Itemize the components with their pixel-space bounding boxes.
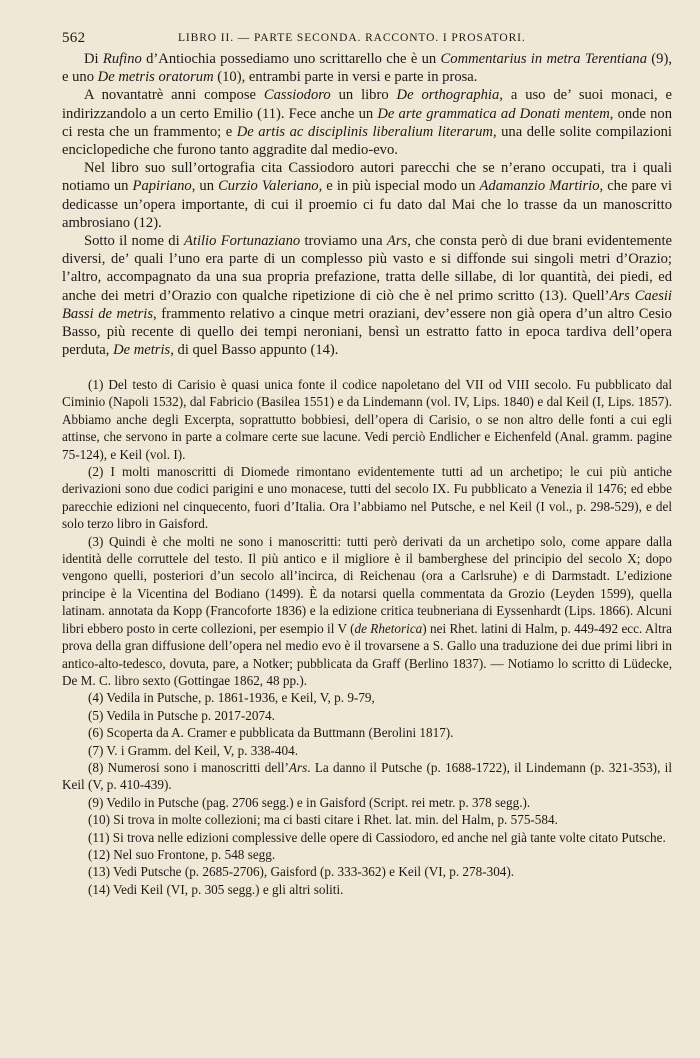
text-run: Nel libro suo sull’ortografia cita Cassiodoro autori parecchi che se n’erano occupati, tra i quali notiamo un: [62, 160, 672, 195]
text-run: , che consta però di due brani evidentemente diversi, de’ quali l’uno era parte di un complesso più vasto e si diffonde sui singoli metri d’Orazio; l’altro, accompagnato da una sua propria prefazione, tratta delle sillabe, di lor quantità, dei piedi, ed anche dei metri d’Orazio con qualche ripetizione di ciò che è nel primo scritto (13). Quell’: [62, 233, 673, 304]
footnote: [62, 811, 672, 828]
italic-text: Commentarius in metra Terentiana: [440, 51, 647, 67]
footnote: [62, 376, 672, 463]
text-run: (5) Vedila in Putsche p. 2017-2074.: [88, 707, 275, 723]
text-run: (9) Vedilo in Putsche (pag. 2706 segg.) e in Gaisford (Script. rei metr. p. 378 segg.).: [88, 794, 531, 810]
italic-text: De arte grammatica ad Donati mentem: [377, 105, 610, 122]
italic-text: Ars: [288, 759, 308, 775]
footnote: [62, 742, 672, 759]
italic-text: Ars: [386, 233, 408, 250]
text-run: (13) Vedi Putsche (p. 2685-2706), Gaisford (p. 333-362) e Keil (VI, p. 278-304).: [88, 864, 515, 880]
paragraph: [62, 86, 672, 159]
paragraph: [62, 50, 672, 86]
italic-text: Papiriano: [132, 178, 192, 195]
footnote: [62, 463, 672, 533]
footnote: [62, 863, 672, 880]
italic-text: Curzio Valeriano: [218, 178, 319, 195]
text-run: (10), entrambi parte in versi e parte in prosa.: [213, 69, 478, 86]
text-run: (7) V. i Gramm. del Keil, V, p. 338-404.: [88, 742, 299, 758]
text-run: (12) Nel suo Frontone, p. 548 segg.: [88, 846, 276, 862]
footnote: [62, 759, 672, 794]
text-run: Di: [84, 51, 103, 67]
text-run: , una delle solite compilazioni enciclopediche che furono tanto aggradite dal medio-evo.: [62, 123, 672, 159]
text-run: , onde non ci resta che un frammento; e: [62, 105, 672, 140]
text-run: . La danno il Putsche (p. 1688-1722), il Lindemann (p. 321-353), il Keil (V, p. 410-439).: [62, 759, 672, 793]
text-run: (11) Si trova nelle edizioni complessive delle opere di Cassiodoro, ed anche nel già tante volte citato Putsche.: [88, 829, 666, 845]
footnote: [62, 794, 672, 811]
text-run: (1) Del testo di Carisio è quasi unica fonte il codice napoletano del VII od VIII secolo. Fu pubblicato dal Ciminio (Napoli 1532), dal Fabricio (Basilea 1551) e da Lindemann (vol. IV, Lips. 1840) e dal Keil (I, Lips. 1857). Abbiamo anche degli Excerpta, soprattutto bobbiesi, dell’opera di Carisio, o se non altro delle fonti a cui egli attinse, che servono in parte a colmare certe sue lacune. Vedi perciò Endlicher e Eichenfeld (Anal. gramm. pagine 75-124), e Keil (vol. I).: [62, 377, 672, 462]
footnote: [62, 846, 672, 863]
italic-text: De artis ac disciplinis liberalium literarum: [236, 123, 493, 140]
text-run: (6) Scoperta da A. Cramer e pubblicata da Buttmann (Berolini 1817).: [88, 725, 454, 741]
main-text: [62, 50, 672, 359]
italic-text: Rufino: [102, 51, 142, 67]
text-run: (3) Quindi è che molti ne sono i manoscritti: tutti però derivati da un archetipo solo, come appare dalla identità delle corruttele del testo. Il più antico e il migliore è il bamberghese del principio del secolo X; dopo vengono quelli, posteriori d’un secolo all’incirca, di Reichenau (ora a Carlsruhe) e di Darmstadt. L’edizione principe è la Vicentina del Bodiano (1499). È da notarsi quella commentata da Grozio (Leyden 1599), quella latinam. annotata da Kopp (Francoforte 1836) e la edizione critica teubneriana di Eyssenhardt (Lips. 1866). Alcuni libri ebbero posto in certe collezioni, per esempio il V (: [62, 533, 672, 636]
italic-text: de Rhetorica: [354, 620, 423, 636]
footnotes: [62, 376, 672, 898]
text-run: d’Antiochia possediamo uno scrittarello che è un: [141, 51, 441, 67]
text-run: A novantatrè anni compose: [84, 87, 264, 104]
text-run: (9), e uno: [62, 51, 672, 86]
running-title: LIBRO II. — PARTE SECONDA. RACCONTO. I PROSATORI.: [178, 32, 526, 44]
italic-text: De metris oratorum: [97, 69, 214, 86]
text-run: , di quel Basso appunto (14).: [170, 342, 339, 359]
italic-text: Adamanzio Martirio: [479, 178, 600, 195]
text-run: (4) Vedila in Putsche, p. 1861-1936, e Keil, V, p. 9-79,: [88, 690, 375, 706]
page-number: 562: [62, 30, 86, 46]
text-run: troviamo una: [300, 233, 387, 250]
paragraph: [62, 232, 672, 359]
text-run: (10) Si trova in molte collezioni; ma ci basti citare i Rhet. lat. min. del Halm, p. 575-584.: [88, 812, 558, 828]
running-header: [62, 30, 662, 52]
text-run: ) nei Rhet. latini di Halm, p. 449-492 ecc. Altra prova della gran diffusione dell’opera nel medio evo è il trovarsene a S. Gallo una traduzione dei due primi libri in antico-alto-tedesco, dovuta, pare, a Notker; pubblicata da Graff (Berlino 1837). — Notiamo lo scritto di Lüdecke, De M. C. libro sexto (Gottingae 1862, 48 pp.).: [62, 620, 673, 688]
text-run: , frammento relativo a cinque metri oraziani, dev’essere non già opera d’un altro Cesio Basso, più recente di quello dei tempi neroniani, bensì un estratto fatto in epoca tardiva dell’opera perduta,: [62, 305, 672, 359]
footnote: [62, 724, 672, 741]
text-run: un libro: [330, 87, 397, 104]
italic-text: De metris: [113, 342, 171, 359]
text-run: (14) Vedi Keil (VI, p. 305 segg.) e gli altri soliti.: [88, 881, 344, 897]
footnote: [62, 707, 672, 724]
italic-text: Cassiodoro: [263, 87, 331, 104]
footnote: [62, 829, 672, 846]
footnote: [62, 533, 672, 690]
text-run: Sotto il nome di: [84, 233, 184, 250]
text-run: , un: [191, 178, 219, 195]
text-run: , e in più ispecial modo un: [318, 178, 480, 195]
text-run: , che pare vi dedicasse un’opera importante, di cui il proemio ci fu dato dal Mai che lo trasse da un manoscritto ambrosiano (12).: [62, 178, 673, 231]
text-run: (8) Numerosi sono i manoscritti dell’: [88, 759, 289, 775]
footnote: [62, 689, 672, 706]
footnote: [62, 881, 672, 898]
italic-text: Ars Caesii Bassi de metris: [62, 287, 672, 322]
italic-text: De orthographia: [396, 87, 500, 104]
paragraph: [62, 159, 672, 232]
text-run: (2) I molti manoscritti di Diomede rimontano evidentemente tutti ad un archetipo; le cui più antiche derivazioni sono due codici parigini e uno monacese, tutti del secolo IX. Fu pubblicato a Venezia il 1476; ed ebbe parecchie edizioni nel cinquecento, fuori d’Italia. Ora l’abbiamo nel Putsche, e nel Keil (I vol., p. 298-529), e del solo terzo libro in Gaisford.: [62, 464, 672, 532]
italic-text: Atilio Fortunaziano: [183, 233, 301, 250]
text-run: , a uso de’ suoi monaci, e indirizzandolo a un certo Emilio (11). Fece anche un: [62, 87, 673, 122]
